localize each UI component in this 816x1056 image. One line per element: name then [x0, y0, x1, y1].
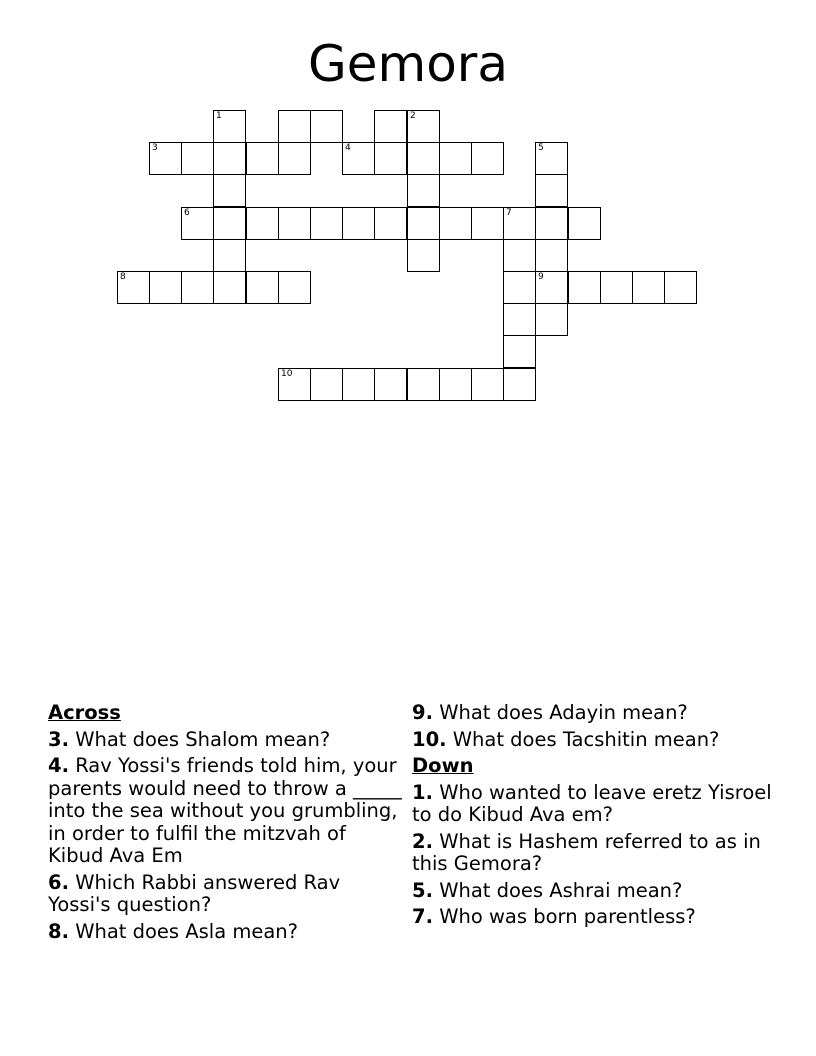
grid-cell[interactable]	[407, 174, 440, 207]
grid-cell[interactable]	[439, 368, 472, 401]
grid-cell[interactable]	[374, 142, 407, 175]
grid-cell[interactable]	[471, 368, 504, 401]
grid-cell[interactable]	[503, 303, 536, 336]
clue-number: 3.	[48, 727, 69, 751]
grid-cell[interactable]	[181, 142, 214, 175]
across-heading: Across	[48, 701, 121, 724]
clue-across-4	[48, 755, 403, 868]
clue-across-9	[412, 702, 772, 725]
grid-cell[interactable]	[407, 142, 440, 175]
grid-cell[interactable]	[213, 142, 246, 175]
down-heading: Down	[412, 754, 474, 777]
grid-cell[interactable]	[664, 271, 697, 304]
clue-down-7	[412, 906, 772, 929]
grid-cell[interactable]	[568, 271, 601, 304]
grid-cell[interactable]	[278, 368, 311, 401]
grid-cell[interactable]	[471, 142, 504, 175]
crossword-grid	[0, 0, 816, 420]
grid-cell[interactable]	[535, 207, 568, 240]
grid-cell[interactable]	[407, 110, 440, 143]
clue-number: 5.	[412, 878, 433, 902]
grid-cell[interactable]	[310, 110, 343, 143]
grid-cell[interactable]	[246, 142, 279, 175]
grid-cell[interactable]	[374, 207, 407, 240]
grid-cell[interactable]	[568, 207, 601, 240]
grid-cell[interactable]	[213, 174, 246, 207]
clue-number-label: 9	[538, 272, 544, 282]
clue-across-3	[48, 729, 403, 752]
grid-cell[interactable]	[310, 368, 343, 401]
grid-cell[interactable]	[407, 207, 440, 240]
grid-cell[interactable]	[149, 271, 182, 304]
grid-cell[interactable]	[278, 142, 311, 175]
grid-cell[interactable]	[535, 174, 568, 207]
clue-number-label: 6	[184, 208, 190, 218]
grid-cell[interactable]	[278, 207, 311, 240]
puzzle-title: Gemora	[308, 35, 508, 93]
grid-cell[interactable]	[278, 271, 311, 304]
clue-text: What is Hashem referred to as in this Gemora?	[412, 829, 761, 875]
clue-across-10	[412, 729, 772, 752]
clue-number: 7.	[412, 905, 433, 928]
grid-cell[interactable]	[439, 207, 472, 240]
clues-right-column	[412, 702, 772, 933]
grid-cell[interactable]	[117, 271, 150, 304]
grid-cell[interactable]	[149, 142, 182, 175]
clue-number: 8.	[48, 919, 69, 943]
grid-cell[interactable]	[503, 368, 536, 401]
clue-number-label: 5	[538, 143, 544, 153]
clue-number-label: 8	[120, 272, 126, 282]
grid-cell[interactable]	[632, 271, 665, 304]
grid-cell[interactable]	[310, 207, 343, 240]
clue-text: Who wanted to leave eretz Yisroel to do Kibud Ava em?	[412, 780, 772, 826]
clue-number-label: 4	[345, 143, 351, 153]
clue-number-label: 1	[216, 111, 222, 121]
clue-number: 2.	[412, 829, 433, 853]
grid-cell[interactable]	[503, 335, 536, 368]
clue-number: 6.	[48, 870, 69, 894]
clue-number-label: 2	[410, 111, 416, 121]
clue-number-label: 10	[281, 369, 293, 379]
grid-cell[interactable]	[503, 207, 536, 240]
clue-text: Which Rabbi answered Rav Yossi's question?	[48, 870, 341, 916]
grid-cell[interactable]	[535, 303, 568, 336]
clue-text: Who was born parentless?	[439, 905, 696, 928]
clue-down-1	[412, 782, 772, 827]
grid-cell[interactable]	[535, 271, 568, 304]
grid-cell[interactable]	[535, 142, 568, 175]
clue-number-label: 3	[152, 143, 158, 153]
clue-number: 9.	[412, 701, 433, 724]
grid-cell[interactable]	[503, 239, 536, 272]
grid-cell[interactable]	[246, 271, 279, 304]
clue-text: What does Asla mean?	[75, 919, 298, 943]
clue-number: 4.	[48, 754, 69, 777]
grid-cell[interactable]	[181, 207, 214, 240]
clue-text: What does Tacshitin mean?	[452, 727, 720, 751]
clue-number: 1.	[412, 780, 433, 804]
clue-down-2	[412, 831, 772, 876]
clue-across-8	[48, 921, 403, 944]
clue-text: What does Adayin mean?	[439, 701, 688, 724]
grid-cell[interactable]	[342, 207, 375, 240]
grid-cell[interactable]	[439, 142, 472, 175]
grid-cell[interactable]	[213, 239, 246, 272]
clue-number-label: 7	[506, 208, 512, 218]
grid-cell[interactable]	[600, 271, 633, 304]
grid-cell[interactable]	[535, 239, 568, 272]
grid-cell[interactable]	[471, 207, 504, 240]
grid-cell[interactable]	[181, 271, 214, 304]
clues-left-column	[48, 702, 403, 947]
grid-cell[interactable]	[213, 110, 246, 143]
grid-cell[interactable]	[407, 368, 440, 401]
grid-cell[interactable]	[213, 207, 246, 240]
grid-cell[interactable]	[407, 239, 440, 272]
grid-cell[interactable]	[374, 368, 407, 401]
clue-down-5	[412, 880, 772, 903]
clue-text: Rav Yossi's friends told him, your parents would need to throw a _____ into the sea without you grumbling, in order to fulfil the mitzvah of Kibud Ava Em	[48, 754, 402, 867]
grid-cell[interactable]	[278, 110, 311, 143]
clue-across-6	[48, 872, 403, 917]
grid-cell[interactable]	[374, 110, 407, 143]
clue-text: What does Shalom mean?	[75, 727, 331, 751]
grid-cell[interactable]	[503, 271, 536, 304]
clue-number: 10.	[412, 727, 447, 751]
clue-text: What does Ashrai mean?	[439, 878, 683, 902]
grid-cell[interactable]	[246, 207, 279, 240]
grid-cell[interactable]	[213, 271, 246, 304]
grid-cell[interactable]	[342, 368, 375, 401]
grid-cell[interactable]	[342, 142, 375, 175]
